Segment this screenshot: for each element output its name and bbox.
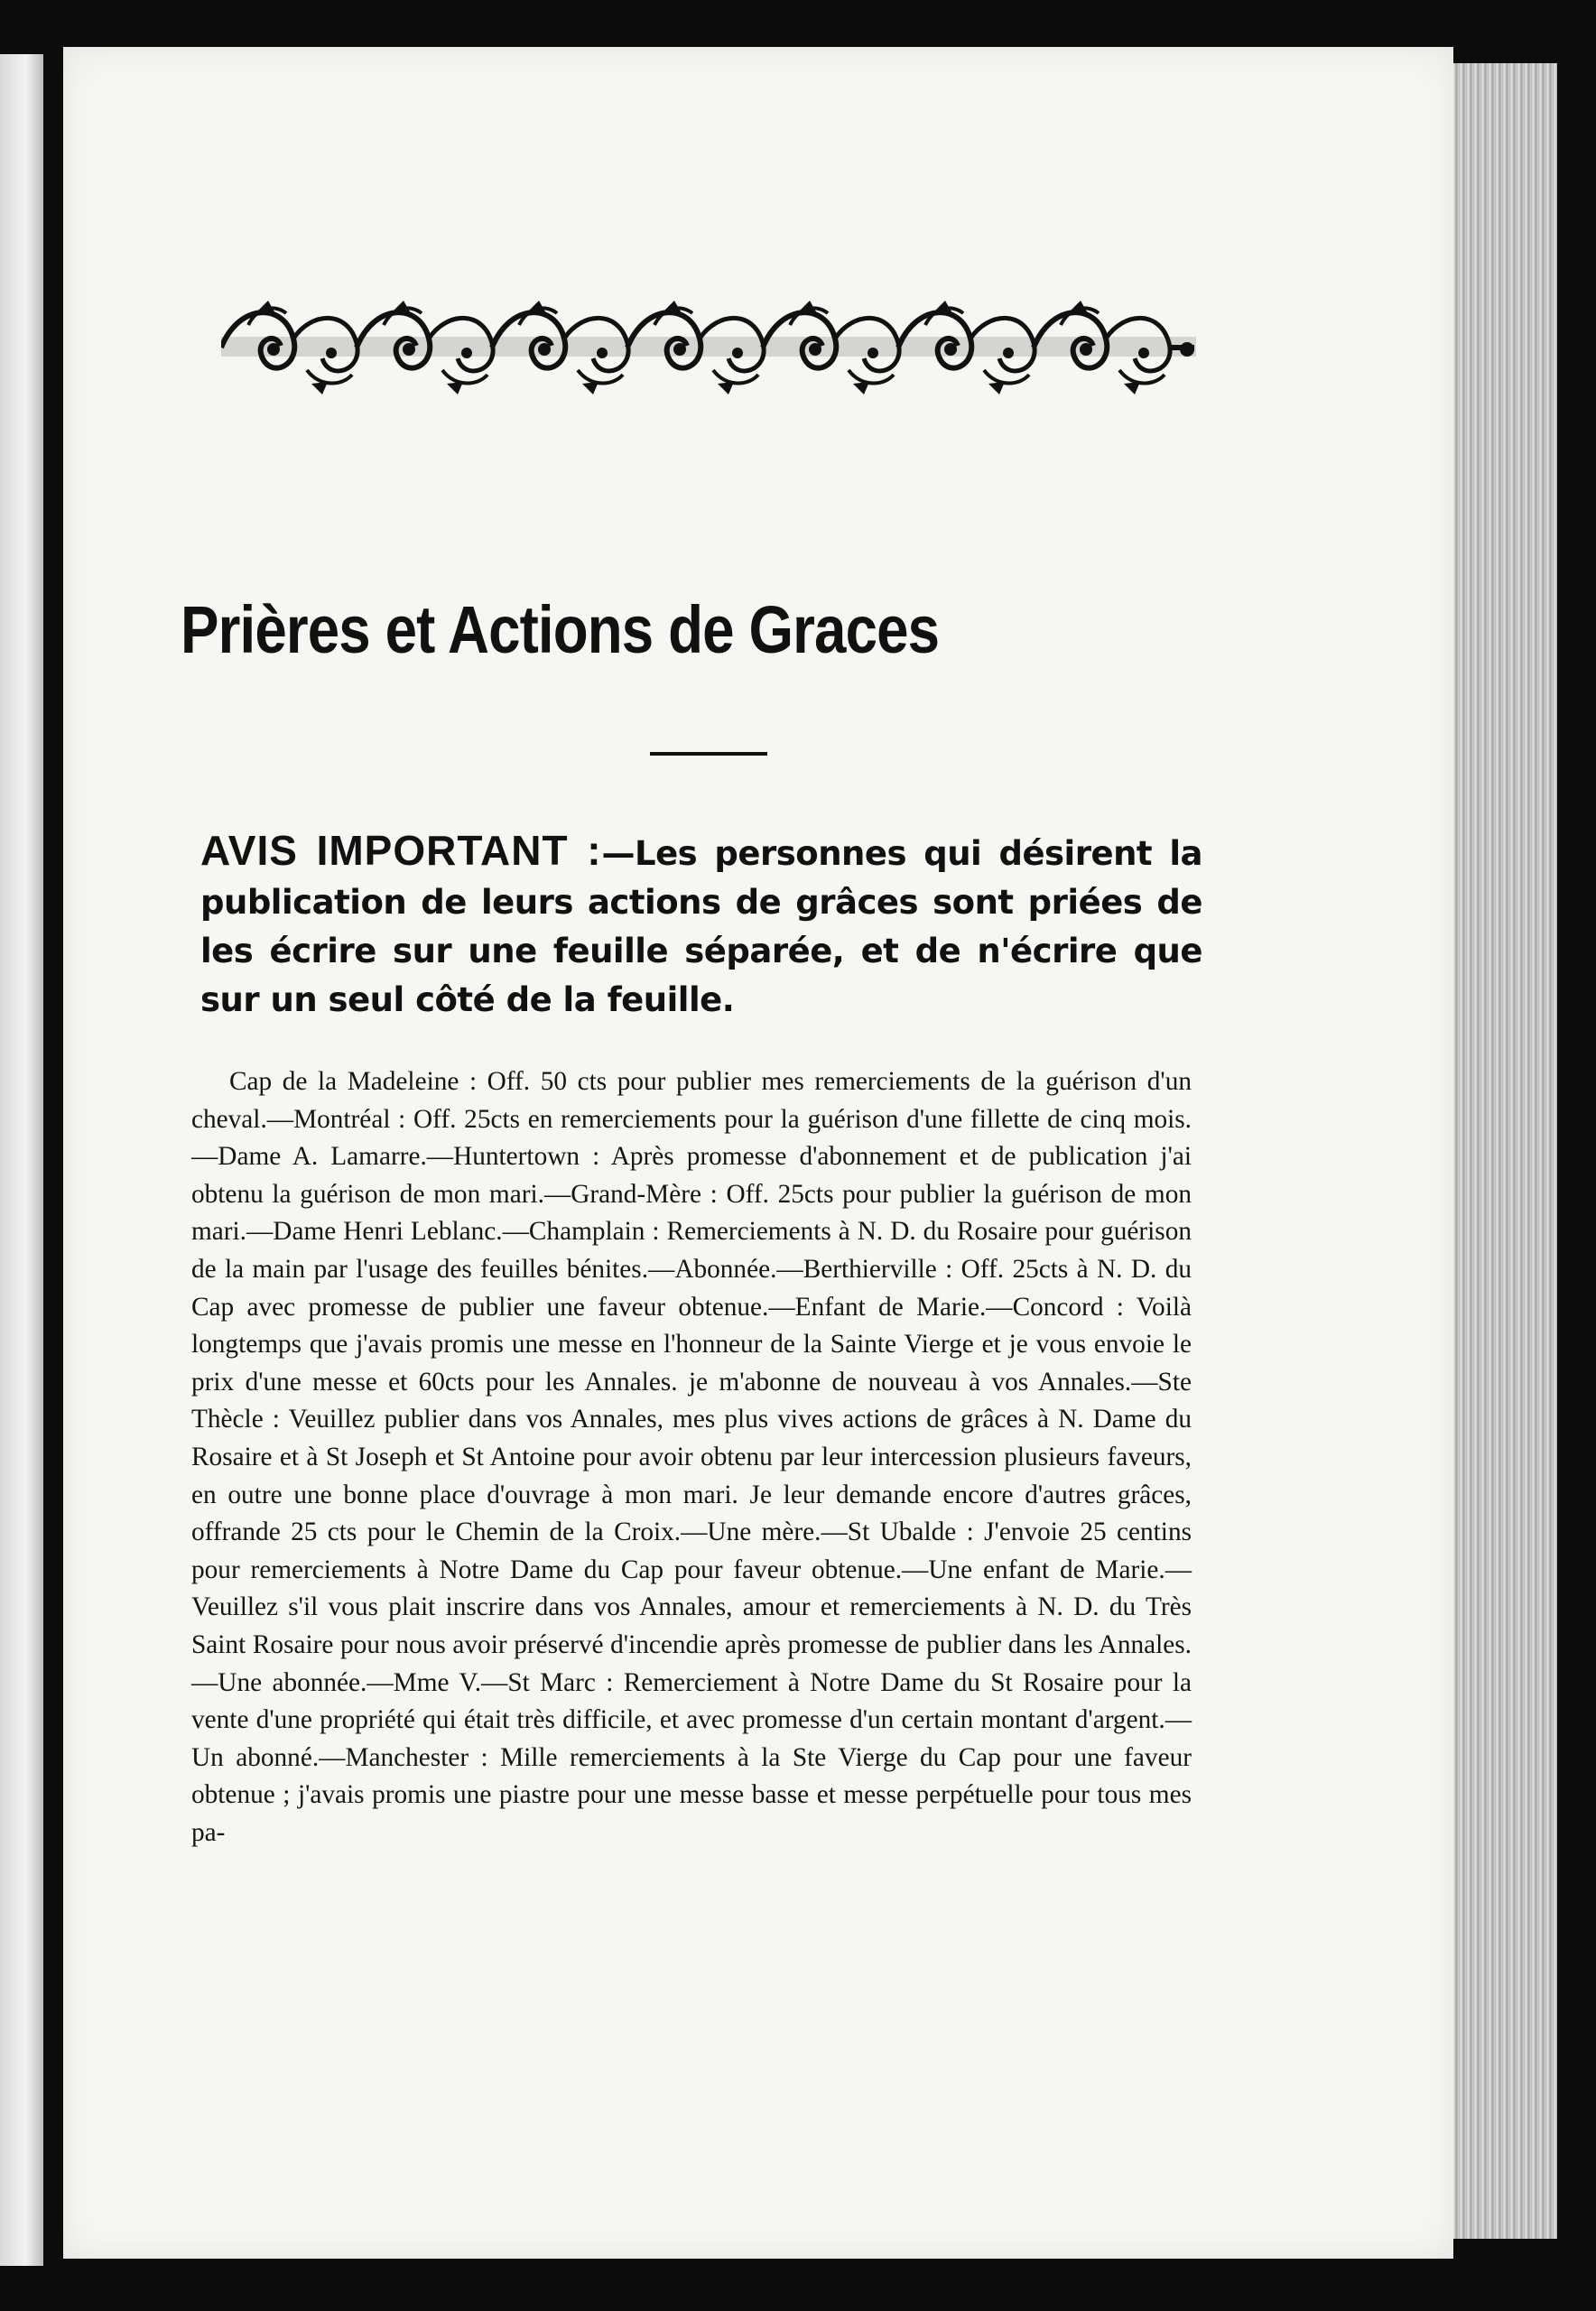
page-title: Prières et Actions de Graces: [181, 592, 940, 667]
title-divider: [650, 752, 767, 756]
important-notice: [200, 826, 1202, 1025]
adjacent-page-edge: [0, 54, 43, 2266]
notice-text: —Les personnes qui désirent la publication de leurs actions de grâces sont priées de les écrire sur une feuille séparée, et de n'écrire que sur un seul côté de la feuille.: [200, 834, 1202, 1019]
notice-lead: AVIS IMPORTANT :: [200, 827, 602, 874]
floral-scroll-ornament-icon: [221, 293, 1196, 402]
book-page-stack-edge: [1444, 63, 1557, 2239]
thanksgiving-entries: Cap de la Madeleine : Off. 50 cts pour publier mes remerciements de la guérison d'un cheval.—Montréal : Off. 25cts en remerciements pour la guérison d'une fillette de cinq mois.—Dame A. Lamarre.—Huntertown : Après promesse d'abonnement et de publication j'ai obtenu la guérison de mon mari.—Grand-Mère : Off. 25cts pour publier la guérison de mon mari.—Dame Henri Leblanc.—Champlain : Remerciements à N. D. du Rosaire pour guérison de la main par l'usage des feuilles bénites.—Abonnée.—Berthierville : Off. 25cts à N. D. du Cap avec promesse de publier une faveur obtenue.—Enfant de Marie.—Concord : Voilà longtemps que j'avais promis une messe en l'honneur de la Sainte Vierge et je vous envoie le prix d'une messe et 60cts pour les Annales. je m'abonne de nouveau à vos Annales.—Ste Thècle : Veuillez publier dans vos Annales, mes plus vives actions de grâces à N. Dame du Rosaire et à St Joseph et St Antoine pour avoir obtenu par leur intercession plusieurs faveurs, en outre une bonne place d'ouvrage à mon mari. Je leur demande encore d'autres grâces, offrande 25 cts pour le Chemin de la Croix.—Une mère.—St Ubalde : J'envoie 25 centins pour remerciements à Notre Dame du Cap pour faveur obtenue.—Une enfant de Marie.—Veuillez s'il vous plait inscrire dans vos Annales, amour et remerciements à N. D. du Très Saint Rosaire pour nous avoir préservé d'incendie après promesse de publier dans les Annales.—Une abonnée.—Mme V.—St Marc : Remerciement à Notre Dame du St Rosaire pour la vente d'une propriété qui était très difficile, et avec promesse d'un certain montant d'argent.—Un abonné.—Manchester : Mille remerciements à la Ste Vierge du Cap pour une faveur obtenue ; j'avais promis une piastre pour une messe basse et messe perpétuelle pour tous mes pa-: [191, 1067, 1192, 1847]
